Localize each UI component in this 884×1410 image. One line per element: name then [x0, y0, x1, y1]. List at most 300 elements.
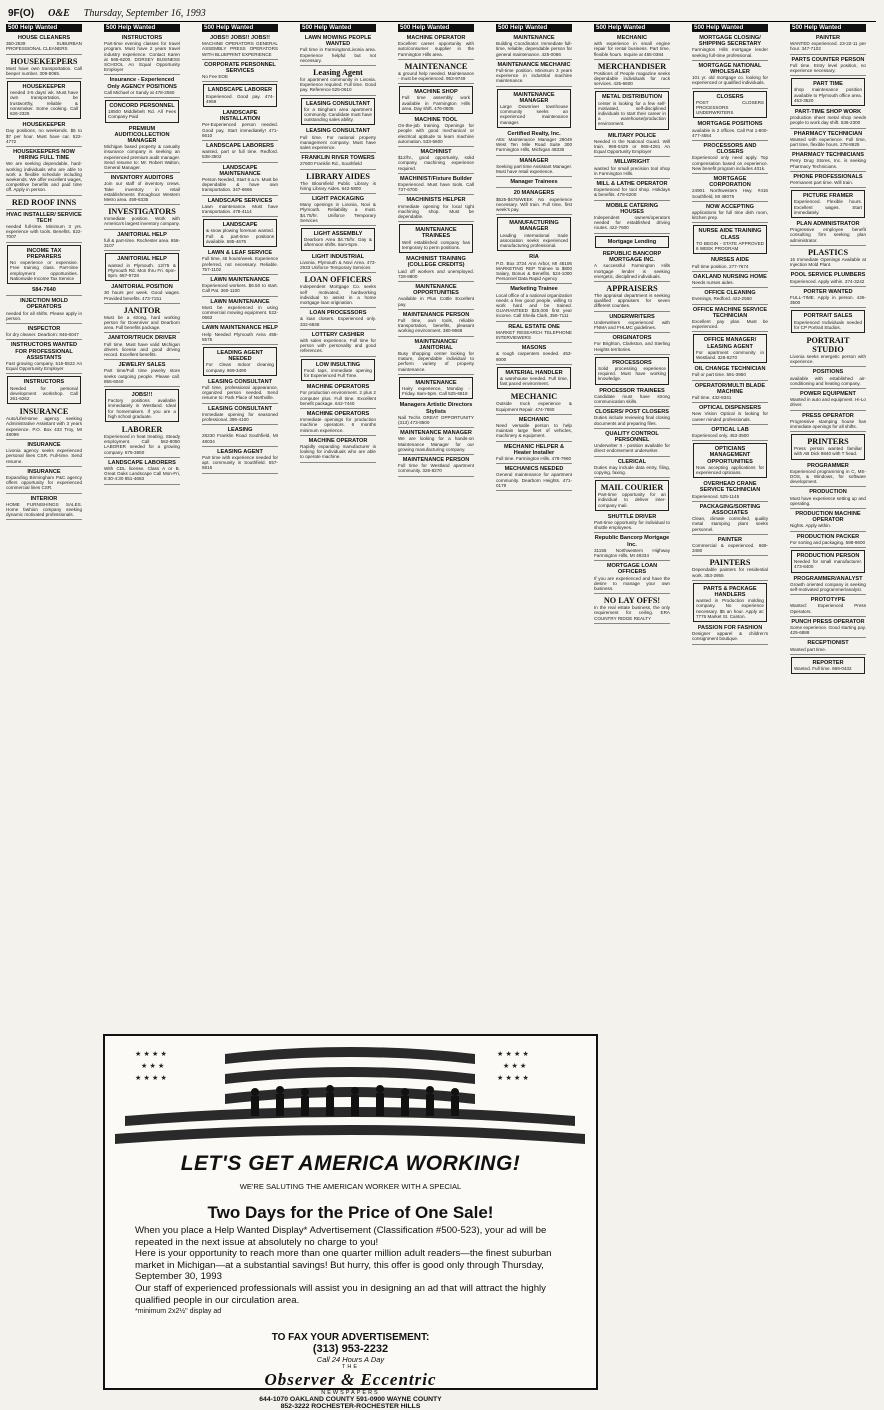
ad-title: OPTICIANS MANAGEMENT OPPORTUNITIES [707, 446, 753, 465]
column-header: 500 Help Wanted [104, 24, 180, 32]
classified-ad [692, 382, 768, 404]
ad-title: LEASING [227, 427, 253, 434]
ad-title: OFFICE MACHINE SERVICE TECHNICIAN [692, 306, 768, 319]
ad-text: Expanding Birmingham P&C agency offers opportunity for experienced commercial lines CSR. [6, 474, 82, 491]
classified-ad [594, 534, 670, 561]
ad-text: Full time, 45 hours/week. Experience preferred, not necessary. Reliable. 757-1102 [202, 256, 278, 272]
classified-ad [496, 323, 572, 344]
ad-title: MACHINISTS HELPER [406, 197, 466, 204]
ad-text: We are looking for a hands-on Maintenance Manager for our growing manufacturing company. [398, 436, 474, 452]
ad-text: Per-Experienced person needed. Good pay, Start immediately! 471-6610 [202, 122, 278, 138]
ad-text: Wanted: Experienced Press Operators. [790, 603, 866, 614]
ad-title: LEASING AGENT [217, 448, 263, 455]
classified-ad [203, 347, 277, 376]
ad-title: INCOME TAX PREPARERS [26, 247, 62, 260]
column-header: 500 Help Wanted [6, 24, 82, 32]
ad-title: MAINTENANCE MECHANIC [497, 61, 571, 68]
ad-text: The appraisal department is seeking qualified appraisers for seven different counties. [594, 292, 670, 309]
ad-title: PROTOTYPE [810, 597, 846, 604]
ad-title: SHUTTLE DRIVER [607, 513, 657, 520]
ad-title: 20 MANAGERS [513, 190, 555, 197]
classified-ad [300, 331, 376, 357]
classified-ad [398, 116, 474, 147]
classified-ad [692, 480, 768, 502]
classified-ad [301, 359, 375, 382]
classified-ad [300, 410, 376, 436]
ad-title: MILLWRIGHT [614, 159, 650, 166]
ad-title: LAWN MAINTENANCE HELP [202, 325, 278, 332]
ad-title: REAL ESTATE ONE [508, 323, 560, 330]
ad-text: Nail Techs GREAT OPPORTUNITY (313) 473-8500 [398, 414, 474, 425]
classified-ad [693, 91, 767, 119]
classified-ad [790, 639, 866, 654]
promo-ad [103, 1034, 598, 1410]
classified-ad [496, 34, 572, 60]
classified-ad [105, 389, 179, 422]
ad-title: NO LAY OFFS! [603, 596, 661, 606]
masthead-rule [8, 21, 876, 22]
ad-title: HOUSEKEEPER [22, 122, 66, 129]
ad-title: OAKLAND NURSING HOME [693, 273, 767, 280]
classified-ad [202, 448, 278, 474]
ad-text: 15 Immediate Openings Available at Injection Mold Plant. [790, 256, 866, 268]
ad-text: Person Needed, Start 5 a.m. Must be dependable & have own transportation. 347-6666 [202, 177, 278, 193]
ad-text: Independent Mortgage Co. seeks self motivated, hardworking individual to assist in a home mortgage loan origination. [300, 284, 376, 305]
classified-column [104, 24, 180, 1026]
ad-text: No Fee EOE [202, 74, 229, 80]
ad-title: MAINTENANCE MANAGER [400, 430, 472, 437]
ad-title: PAINTERS [709, 558, 751, 568]
classified-ad [594, 595, 670, 624]
promo-body-2: Here is your opportunity to reach more than one quarter million adult readers—the finest suburban market in Michigan—at a substantial savings! But hurry, this offer is good only through Thursday, September 30, 1993 [135, 1248, 552, 1283]
classified-ad [399, 224, 473, 253]
classified-ad [790, 151, 866, 172]
classified-ad [6, 56, 82, 79]
flag-illustration [105, 1036, 596, 1148]
ad-text: The Bloomfield Public Library is hiring Library Aides. 642-5800 [300, 180, 376, 191]
ad-title: Republic Bancorp Mortgage Inc. [594, 535, 670, 548]
ad-text: available with established air-conditioning and heating company. [790, 375, 866, 386]
ad-title: REPORTER [812, 659, 844, 666]
ad-title: PART-TIME SHOP WORK [794, 109, 862, 116]
ad-title: POWER EQUIPMENT [800, 390, 856, 397]
ad-title: LIGHT INDUSTRIAL [311, 253, 365, 260]
classified-ad [692, 536, 768, 557]
classified-ad [398, 401, 474, 428]
ad-text: wanted in Production molding company. No experience necessary. $5 an hour. Apply at: 7776 Market St. Canton. [696, 598, 764, 619]
classified-ad [790, 488, 866, 509]
ad-text: Auto/Life/Home agency seeking Administrative Assistant with 3 years experience. P.O. Box 433 Troy, MI 48099 [6, 416, 82, 437]
classified-ad [104, 206, 180, 229]
ad-title: PROCESSORS [612, 359, 652, 366]
ad-text: Full time position. 277-7674 [692, 263, 749, 269]
ad-text: for dry cleaner. Dearborn: 846-6047 [6, 332, 79, 338]
svg-text:★ ★ ★ ★: ★ ★ ★ ★ [497, 1050, 529, 1058]
ad-text: Full time in Farmington/Livonia area. Experience helpful but not necessary. [300, 47, 376, 63]
ad-title: PRODUCTION PACKER [796, 533, 860, 540]
ad-text: Full or part time. 591-3950 [692, 372, 746, 378]
ad-text: Rapidly expanding manufacturer is looking for individuals who are able to operate machine. [300, 443, 376, 460]
ad-text: FULL-TIME. Apply in person. 426-3500 [790, 294, 866, 306]
classified-ad [496, 178, 572, 188]
ad-text: Excellent pay plan. Must be experienced. [692, 318, 768, 330]
ad-title: OPTICAL LAB [711, 426, 749, 433]
ad-title: NURSE AIDE TRAINING CLASS [698, 228, 762, 241]
classified-column [790, 24, 866, 1398]
ad-text: Designer apparel & children's consignment boutique. [692, 631, 768, 642]
ad-text: & snow plowing foreman wanted. Full & part-time positions available. 685-4676 [206, 228, 274, 244]
ad-title: OPTICAL DISPENSERS [698, 405, 762, 412]
promo-subheadline: WE'RE SALUTING THE AMERICAN WORKER WITH A SPECIAL [239, 1182, 462, 1191]
ad-text: Press person wanted familiar with AB Dick 9840 with T head. [794, 446, 862, 457]
ad-text: Day positions, no weekends. $5 to $7 per hour. Must have car. 522-4772 [6, 128, 82, 144]
classified-ad [203, 84, 277, 107]
ad-title: PLAN ADMINISTRATOR [796, 221, 860, 228]
ad-title: PUNCH PRESS OPERATOR [791, 618, 865, 625]
ad-title: JANITORIAL HELP [117, 231, 167, 238]
classified-ad [790, 335, 866, 367]
ad-title: INSPECTOR [27, 325, 61, 332]
office-phones-2: 852-3222 ROCHESTER-ROCHESTER HILLS [280, 1403, 421, 1410]
classified-ad [594, 513, 670, 534]
ad-title: LIGHT ASSEMBLY [313, 231, 363, 238]
classified-ad [202, 426, 278, 447]
ad-text: Duties may include data entry, filing, copying, faxing. [594, 464, 670, 475]
classified-ad [398, 34, 474, 60]
ad-text: MARKET RESEARCH TELEPHONE INTERVIEWERS [496, 329, 572, 340]
ad-text: Part time with experience needed for apt. community in Southfield. 557-6815 [202, 454, 278, 471]
ad-text: Underwriters experienced with FNMA and FHLMC guidelines. [594, 319, 670, 330]
ad-title: NURSES AIDE [710, 257, 750, 264]
ad-text: Needed for personal development workshop. Call 261-6262 [10, 385, 78, 401]
classified-ad [496, 344, 572, 365]
ad-text: Experienced. 525-1145 [692, 493, 740, 499]
classified-ad [202, 61, 278, 83]
classified-ad [6, 297, 82, 324]
classified-ad [399, 86, 473, 114]
ad-title: MAINTENANCE PERSON [402, 311, 470, 318]
ad-text: Lawn maintenance. Must have transportation. 478-4114 [202, 203, 278, 215]
classified-ad [104, 34, 180, 75]
ad-text: Wanted in auto and equipment. Hi-Lo driver. [790, 397, 866, 408]
ad-title: MECHANIC [518, 416, 550, 423]
ad-text: Full time. Entry level position, no experience necessary. [790, 62, 866, 74]
ad-title: OVERHEAD CRANE SERVICE TECHNICIAN [699, 481, 761, 494]
ad-title: PRODUCTION [809, 489, 847, 496]
masthead [8, 6, 876, 20]
ad-text: Perry Drug Stores, Inc. is seeking Pharmacy Technicians. [790, 158, 866, 169]
ad-text: Immediate opening for local tight machining shop. Must be dependable. [398, 203, 474, 220]
ad-text: Progressive employee benefit consulting firm seeking plan administrator. [790, 227, 866, 243]
ad-title: MACHINIST/Fixture Builder [399, 175, 473, 182]
ad-text: with experience in small engine repair for rental business. Part time, flexible hours. Inquire at 455-0384 [594, 41, 670, 57]
ad-title: MAINTENANCE [415, 379, 457, 386]
ad-text: Progressive stamping house has immediate openings for all shifts. [790, 418, 866, 429]
ad-text: Wanted with experience. Full time, part time, flexible hours. 278-8625 [790, 136, 866, 148]
classified-ad [496, 157, 572, 178]
ad-text: production sheet metal shop needs people to work day shift. 536-2300 [790, 115, 866, 126]
ad-text: WANTED experienced. 23-22-11 per hour. 347-7102 [790, 41, 866, 52]
classified-ad [692, 142, 768, 174]
ad-text: Many openings in Livonia, Novi & Plymouth. Reliability a must. $4.75/hr. Uniforce Temporary Services [300, 202, 376, 223]
classified-ad [497, 89, 571, 128]
ad-title: MORTGAGE NATIONAL WHOLESALER [698, 62, 762, 76]
classified-ad [300, 309, 376, 330]
classified-ad [790, 173, 866, 188]
ad-title: MAINTENANCE TRAINEES [415, 227, 457, 240]
ad-title: MAINTENANCE [404, 61, 468, 71]
classified-ad [399, 377, 473, 400]
classified-ad [790, 247, 866, 270]
classified-ad [104, 231, 180, 252]
classified-ad [398, 175, 474, 196]
ad-title: LIBRARY AIDES [306, 171, 370, 181]
ad-text: Farmington Hills mortgage lender seeking full-time professional. [692, 47, 768, 58]
classified-ad [104, 361, 180, 387]
classified-ad [6, 211, 82, 243]
classified-ad [300, 437, 376, 463]
ad-title: MANUFACTURING MANAGER [509, 220, 559, 233]
classified-ad [595, 91, 669, 129]
classified-ad [6, 441, 82, 467]
classified-ad [300, 383, 376, 409]
ad-text: For production environment. 2 plus 2 computer plus. Full time. Excellent benefit package. 642-7440 [300, 390, 376, 406]
ad-title: PHARMACY TECHNICIANS [792, 152, 864, 159]
classified-ad [398, 283, 474, 310]
classified-ad [790, 288, 866, 309]
ad-title: PREMIUM AUDIT/COLLECTION MANAGER [114, 125, 170, 145]
ad-text: Experienced only need apply. Top compensation based on experience. New benefit program includes 401k. [692, 155, 768, 171]
ad-text: 31155 Northwestern Highway Farmington Hills, MI 48334 [594, 547, 670, 559]
svg-text:★ ★ ★ ★: ★ ★ ★ ★ [135, 1050, 167, 1058]
ad-title: PLASTICS [807, 247, 849, 257]
ad-title: LEADING AGENT NEEDED [216, 349, 264, 363]
classified-ad [692, 273, 768, 288]
ad-title: HOUSEKEEPERS [10, 56, 78, 66]
ad-title: MORTGAGE CORPORATION [709, 176, 751, 189]
classified-ad [594, 132, 670, 158]
ad-text: full & part-time. Rochester area. 656-3107 [104, 237, 180, 249]
classified-ad [790, 220, 866, 246]
classified-column [300, 24, 376, 1026]
classified-ad [7, 376, 81, 404]
ad-title: PACKAGING/SORTING ASSOCIATES [699, 503, 761, 516]
classified-ad [202, 142, 278, 163]
ad-title: MECHANIC HELPER & Heater Installer [504, 443, 564, 456]
publication-name: O&E [48, 7, 70, 19]
ad-title: INJECTION MOLD OPERATORS [20, 298, 68, 311]
ad-text: Solid processing experience required. Must have working knowledge. [598, 365, 666, 382]
classified-ad [398, 456, 474, 477]
ad-title: HVAC INSTALLER/ SERVICE TECH [6, 211, 82, 224]
classified-ad [202, 378, 278, 404]
ad-title: CLOSERS [716, 93, 744, 100]
ad-text: Full time. Farmington Hills. 478-7960 [496, 455, 572, 461]
workers-silhouettes [251, 1085, 459, 1116]
ad-text: Experienced only. 453-3500 [692, 432, 749, 438]
ad-text: needed 3-5 days/ wk. Must have own transportation, be trustworthy, reliable & nonsmoker. Some cooking. Call 626-2325 [10, 90, 78, 117]
ad-text: Part-time opportunity for an individual to deliver inter-company mail. [598, 492, 666, 508]
ad-title: LOAN PROCESSORS [309, 310, 367, 317]
classified-ad [104, 76, 180, 98]
ad-title: MACHINE OPERATOR [308, 437, 368, 444]
column-header: 500 Help Wanted [692, 24, 768, 32]
office-phones-1: 644-1070 OAKLAND COUNTY 591-0900 WAYNE COUNTY [259, 1396, 442, 1403]
ad-text: Full time. Must have valid Michigan drivers license and good driving record. Excellent benefits. [104, 341, 180, 357]
column-header: 500 Help Wanted [594, 24, 670, 32]
ad-text: Full time assembly work available in Farmington Hills area. Day shift. 476-0605 [402, 95, 470, 111]
ad-text: Dearborn Area $4.75/hr. Day & afternoon shifts. 8am-5pm. [304, 237, 372, 248]
classified-ad [693, 334, 767, 363]
fax-label: TO FAX YOUR ADVERTISEMENT: [271, 1332, 430, 1343]
ad-text: Dependable painters for residential work. 353-2955 [692, 567, 768, 578]
classified-ad [300, 253, 376, 274]
ad-title: UNDERWRITERS [609, 313, 655, 320]
ad-text: 28230 Franklin Road Southfield, MI 48034 [202, 433, 278, 444]
ad-text: center is looking for a few self-motivated, self-disciplined individuals to start their career in a warehouse/production environment. [598, 100, 666, 127]
column-header: 500 Help Wanted [202, 24, 278, 32]
ad-text: Livonia agency seeks experienced personal lines CSR. Full-time. Send resume. [6, 448, 82, 464]
ad-title: QUALITY CONTROL PERSONNEL [605, 430, 659, 443]
ad-text: & ground help needed. Maintenance - must be experienced. 953-9749 [398, 70, 474, 82]
ad-text: applications for full time dish room, kitchen prep. [692, 210, 768, 221]
ad-title: MAINTENANCE/ JANITORIAL [414, 338, 458, 351]
classified-ad [692, 404, 768, 425]
ad-title: MERCHANDISER [597, 61, 667, 71]
ad-text: POST CLOSERS PROCESSORS UNDERWRITERS [696, 99, 764, 116]
ad-text: If you are experienced and have the desire to manage your own business. [594, 575, 670, 592]
ad-text: Must be a strong, hard working person for Downriver and Dearborn area. Full benefits package. [104, 314, 180, 331]
ad-text: Excellent career opportunity with auto/consumer supplier in the Farmington Hills area. [398, 41, 474, 57]
ad-text: Experienced programming in C, MS-DOS, & Windows, for software development. [790, 468, 866, 485]
ad-text: Needed in the National Guard. Will train. 968-0429 or 968-4291 An Equal Opportunity Employer [594, 138, 670, 155]
promo-footnote: *minimum 2x2½" display ad [135, 1308, 222, 1316]
ad-title: PAINTER [815, 35, 841, 41]
ad-title: POOL SERVICE PLUMBERS [790, 272, 866, 279]
classified-ad [692, 62, 768, 89]
classified-ad [7, 81, 81, 119]
ad-title: LANDSCAPE MAINTENANCE [219, 164, 261, 177]
classified-ad [791, 550, 865, 573]
ad-title: MASONS [521, 345, 547, 352]
classified-ad [594, 61, 670, 90]
ad-title: MAINTENANCE OPPORTUNITIES [413, 283, 459, 297]
classified-ad [104, 459, 180, 485]
ad-text: 101 yr. old mortgage co. looking for experienced or qualified individuals. [692, 75, 768, 86]
ad-title: JANITOR/TRUCK DRIVER [107, 335, 177, 342]
ad-title: INSTRUCTORS WANTED FOR PROFESSIONAL ASSISTANTS [10, 342, 78, 361]
ad-title: LANDSCAPE [222, 222, 258, 229]
ad-title: PORTRAIT STUDIO [806, 335, 850, 354]
ad-title: ORIGINATORS [612, 335, 652, 342]
classified-ad [594, 34, 670, 60]
classified-ad [300, 34, 376, 66]
ad-text: Laid off workers and unemployed. 728-8800 [398, 268, 474, 279]
ad-title: LOTTERY CASHIER [311, 331, 365, 338]
classified-ad [398, 196, 474, 222]
classified-ad [594, 180, 670, 201]
classified-ad [497, 367, 571, 390]
classified-ad [105, 100, 179, 123]
ad-title: Leasing Agent [313, 68, 363, 78]
column-header: 500 Help Wanted [496, 24, 572, 32]
ad-text: For Brighton, Clarkston, and Sterling Heights territories. [594, 341, 670, 352]
classified-ad [301, 228, 375, 251]
classified-ad [790, 412, 866, 433]
classified-ad [594, 562, 670, 594]
classified-ad [398, 429, 474, 455]
ad-title: INVESTIGATORS [108, 207, 176, 217]
ad-title: PASSION FOR FASHION [697, 625, 763, 632]
classified-ad [595, 357, 669, 385]
ad-title: MANAGER [519, 157, 549, 164]
ad-text: Part-time evening classes for travel program. Must have 2 years travel industry experience. Contact Karen at 565-6200. DORSEY BUSINESS SCHOOL An Equal Opportunity Employer [104, 41, 180, 73]
promo-footer [105, 1332, 596, 1410]
ad-text: Clean, climate controlled, quality metal stamping plant seeks personnel. [692, 516, 768, 532]
ad-text: P.O. Box 3724 Ann Arbor, MI 48106 MARKETING REP Trainee to $800 Salary, Bonus & Benefits. 524-1000 Personnel Data Rapid Agency [496, 260, 572, 282]
ad-text: Join our staff of inventory crews. Take inventory in retail establishments throughout Western Metro area. 459-6335 [104, 181, 180, 203]
classified-ad [595, 236, 669, 248]
ad-title: INSURANCE [27, 441, 61, 448]
classified-ad [496, 391, 572, 414]
ad-title: JANITORIAL POSITION [111, 284, 173, 291]
ad-title: LANDSCAPE LABORERS [206, 143, 274, 150]
fax-number: (313) 953-2232 [312, 1343, 389, 1355]
ad-text: Experienced. Must have tools. Call 737-6700 [398, 182, 474, 193]
classified-ad [790, 390, 866, 411]
ad-title: RECEPTIONIST [807, 640, 849, 647]
classified-ad [6, 495, 82, 521]
ad-text: Livonia, Plymouth & Novi Area. 473-2933 Uniforce Temporary Services [300, 259, 376, 271]
page-number: 9F(O) [8, 7, 35, 19]
ad-title: MAINTENANCE MANAGER [513, 91, 555, 104]
ad-title: LAWN MAINTENANCE [210, 276, 270, 283]
ad-title: Manager Trainees [510, 179, 558, 186]
ad-text: 350-2539 SUBURBAN PROFESSIONAL CLEANERS [6, 41, 82, 52]
classified-ad [693, 225, 767, 254]
classified-ad [692, 289, 768, 304]
ad-text: Immediate opening for seasoned professional. 399-4100 [202, 411, 278, 422]
ad-title: Managers Artistic Directors Stylists [399, 402, 473, 415]
classified-ad [692, 624, 768, 645]
classified-ad [202, 109, 278, 141]
column-header: 500 Help Wanted [398, 24, 474, 32]
svg-text:★ ★ ★: ★ ★ ★ [503, 1062, 527, 1070]
ad-title: PROCESSORS AND CLOSERS [703, 143, 757, 156]
classified-ad [790, 108, 866, 129]
ad-title: REPUBLIC BANCORP MORTGAGE INC. [602, 250, 662, 264]
ad-title: PART TIME [813, 81, 843, 88]
ad-title: CLOSERS/ POST CLOSERS [595, 409, 669, 416]
classified-ad [398, 311, 474, 337]
classified-ad [594, 430, 670, 457]
ad-text: Positions of People magazine seeks dependable individuals for rack services. 425-6600 [594, 70, 670, 87]
classified-ad [790, 596, 866, 617]
logo-newspapers: NEWSPAPERS [321, 1390, 380, 1396]
ad-text: With CDL license. Class A or B. Great Oaks Landscape Call Mon-Fri, 8:30-4:30 851-4663 [104, 465, 180, 482]
ad-text: Needed for small manufacturer. 473-8400 [794, 559, 862, 570]
classified-ad [594, 458, 670, 479]
classified-ad [496, 253, 572, 284]
promo-sale-title: Two Days for the Price of One Sale! [207, 1203, 494, 1222]
classified-ad [104, 283, 180, 304]
ad-title: LAWN MAINTENANCE [210, 298, 270, 305]
classified-ad [790, 271, 866, 286]
ad-title: MACHINIST TRAINING (COLLEGE CREDITS) [406, 256, 466, 269]
ad-title: PRESS OPERATOR [802, 412, 854, 419]
ad-text: A successful Farmington Hills mortgage lender is seeking energetic, disciplined individuals. [594, 263, 670, 279]
ad-title: LEASING CONSULTANT [207, 378, 273, 385]
